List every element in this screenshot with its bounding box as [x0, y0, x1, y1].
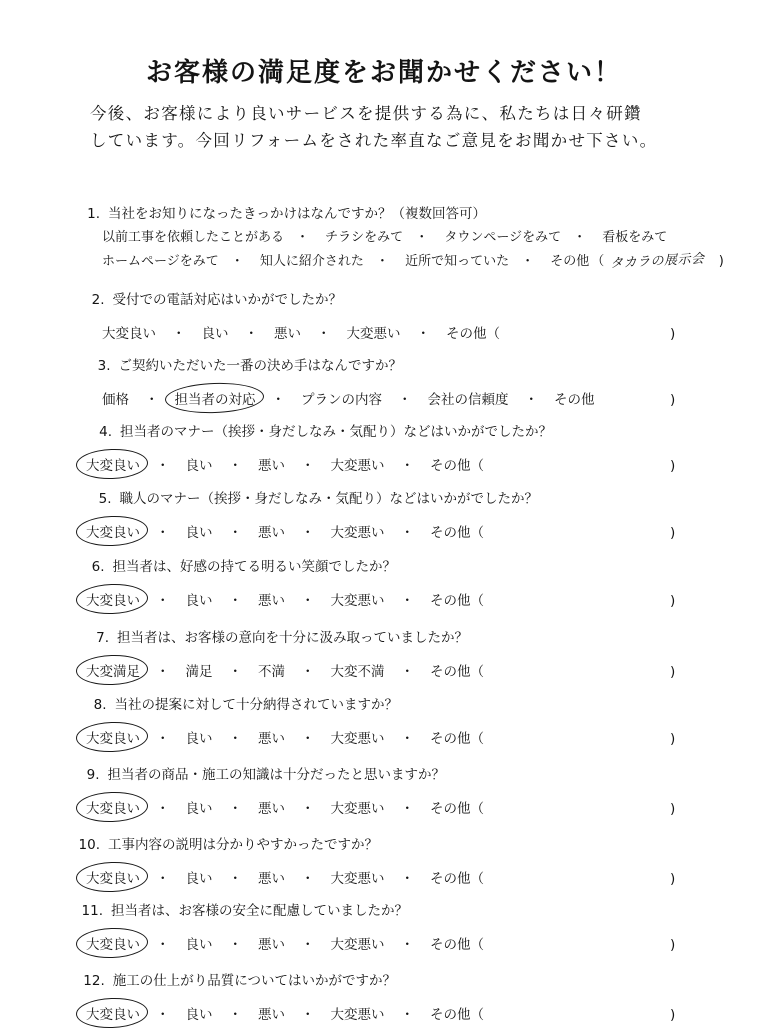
- options-row: 大変良い ・ 良い ・ 悪い ・ 大変悪い ・ その他（: [84, 454, 486, 474]
- option[interactable]: 悪い: [258, 871, 285, 887]
- option[interactable]: 大変悪い: [330, 458, 385, 474]
- option[interactable]: 以前工事を依頼したことがある: [102, 230, 285, 245]
- option[interactable]: 大変悪い: [330, 871, 385, 887]
- option[interactable]: 会社の信頼度: [427, 392, 509, 408]
- option[interactable]: その他（: [430, 664, 484, 680]
- option[interactable]: 大変悪い: [330, 731, 385, 747]
- option[interactable]: 価格: [102, 392, 129, 408]
- option[interactable]: 良い: [185, 871, 213, 887]
- option[interactable]: その他（: [430, 937, 484, 953]
- option-selected[interactable]: 大変良い: [84, 727, 142, 747]
- option[interactable]: その他（: [430, 801, 484, 817]
- options-row: 大変良い ・ 良い ・ 悪い ・ 大変悪い ・ その他（: [84, 727, 486, 747]
- option-selected[interactable]: 大変良い: [84, 521, 142, 541]
- option-selected[interactable]: 担当者の対応: [173, 388, 258, 408]
- option[interactable]: 看板をみて: [602, 230, 668, 245]
- option[interactable]: 悪い: [274, 326, 301, 342]
- question-number: 12.: [83, 973, 105, 989]
- close-paren: ): [670, 937, 676, 953]
- question-text: [0, 354, 402, 374]
- option[interactable]: 悪い: [258, 593, 285, 609]
- question-label: ご契約いただいた一番の決め手はなんですか？: [118, 358, 402, 374]
- option[interactable]: その他（: [430, 458, 484, 474]
- handwritten-answer: タカラの展示会: [610, 251, 706, 272]
- option[interactable]: 良い: [185, 1007, 213, 1023]
- page-title: お客様の満足度をお聞かせください！: [145, 58, 622, 88]
- options-row: 大変良い ・ 良い ・ 悪い ・ 大変悪い ・ その他（: [84, 797, 486, 817]
- question-number: 6.: [91, 559, 105, 575]
- question-label: 担当者は、お客様の安全に配慮していましたか？: [111, 903, 408, 919]
- options-row: 価格 ・ 担当者の対応 ・ プランの内容 ・ 会社の信頼度 ・ その他: [100, 388, 597, 408]
- question-text: [0, 420, 552, 440]
- option[interactable]: その他（: [430, 1007, 484, 1023]
- question-number: 5.: [98, 491, 112, 507]
- question-number: 2.: [91, 292, 105, 308]
- option[interactable]: 悪い: [258, 458, 285, 474]
- option[interactable]: 満足: [185, 664, 213, 680]
- question-text: [0, 693, 398, 713]
- option[interactable]: タウンページをみて: [444, 230, 562, 245]
- option-selected[interactable]: 大変良い: [84, 867, 142, 887]
- question-label: 施工の仕上がり品質についてはいかがですか？: [112, 973, 396, 989]
- question-number: 1.: [87, 206, 100, 222]
- option[interactable]: 良い: [185, 593, 213, 609]
- options-row: 大変良い ・ 良い ・ 悪い ・ 大変悪い ・ その他（: [84, 589, 486, 609]
- close-paren: ): [670, 664, 676, 680]
- option[interactable]: その他（: [430, 525, 484, 541]
- option[interactable]: 悪い: [258, 937, 285, 953]
- close-paren: ): [670, 392, 676, 408]
- intro-line-1: 今後、お客様により良いサービスを提供する為に、私たちは日々研鑽: [90, 104, 642, 123]
- options-row-2: ホームページをみて ・ 知人に紹介された ・ 近所で知っていた ・ その他 （ タカラの展示会 ): [100, 250, 724, 269]
- option[interactable]: 大変悪い: [330, 801, 385, 817]
- question-text: [0, 763, 445, 783]
- question-label: 担当者の商品・施工の知識は十分だったと思いますか？: [107, 767, 445, 783]
- option[interactable]: その他（: [430, 593, 484, 609]
- option[interactable]: 大変悪い: [346, 326, 401, 342]
- option-selected[interactable]: 大変良い: [84, 933, 142, 953]
- options-row: 大変満足 ・ 満足 ・ 不満 ・ 大変不満 ・ その他（: [84, 660, 486, 680]
- close-paren: ): [670, 871, 676, 887]
- option[interactable]: チラシをみて: [325, 230, 404, 245]
- options-row: 大変良い ・ 良い ・ 悪い ・ 大変悪い ・ その他（: [100, 322, 502, 342]
- option[interactable]: 良い: [185, 525, 213, 541]
- option[interactable]: その他（: [430, 731, 484, 747]
- options-row: 大変良い ・ 良い ・ 悪い ・ 大変悪い ・ その他（: [84, 1003, 486, 1023]
- close-paren: ): [670, 593, 676, 609]
- option-selected[interactable]: 大変良い: [84, 1003, 142, 1023]
- option[interactable]: 良い: [185, 458, 213, 474]
- close-paren: ): [670, 731, 676, 747]
- option[interactable]: その他（: [430, 871, 484, 887]
- question-text: [0, 899, 408, 919]
- question-label: 職人のマナー（挨拶・身だしなみ・気配り）などはいかがでしたか？: [119, 491, 538, 507]
- option-selected[interactable]: 大変良い: [84, 589, 142, 609]
- question-text: [0, 969, 396, 989]
- question-label: 担当者は、好感の持てる明るい笑顔でしたか？: [112, 559, 396, 575]
- option[interactable]: 悪い: [258, 1007, 285, 1023]
- option[interactable]: ホームページをみて: [102, 254, 219, 269]
- close-paren: ): [670, 801, 676, 817]
- options-row-1: 以前工事を依頼したことがある ・ チラシをみて ・ タウンページをみて ・ 看板をみて: [100, 226, 669, 245]
- option[interactable]: 良い: [185, 801, 213, 817]
- question-label: 当社の提案に対して十分納得されていますか？: [114, 697, 398, 713]
- options-row: 大変良い ・ 良い ・ 悪い ・ 大変悪い ・ その他（: [84, 521, 486, 541]
- question-text: [0, 555, 396, 575]
- option[interactable]: その他（: [446, 326, 500, 342]
- question-text: [0, 626, 468, 646]
- options-row: 大変良い ・ 良い ・ 悪い ・ 大変悪い ・ その他（: [84, 933, 486, 953]
- question-number: 4.: [99, 424, 112, 440]
- intro-text: [90, 100, 730, 154]
- option[interactable]: 良い: [185, 731, 213, 747]
- question-label: 当社をお知りになったきっかけはなんですか？（複数回答可）: [108, 206, 486, 222]
- close-paren: ): [670, 326, 676, 342]
- option[interactable]: 悪い: [258, 801, 285, 817]
- close-paren: ): [670, 1007, 676, 1023]
- option[interactable]: 良い: [185, 937, 213, 953]
- option[interactable]: 良い: [201, 326, 229, 342]
- question-number: 3.: [97, 358, 111, 374]
- option[interactable]: その他: [554, 392, 595, 408]
- question-number: 7.: [96, 630, 109, 646]
- question-number: 8.: [93, 697, 107, 713]
- question-number: 9.: [86, 767, 100, 783]
- option[interactable]: 大変悪い: [330, 1007, 385, 1023]
- options-row: 大変良い ・ 良い ・ 悪い ・ 大変悪い ・ その他（: [84, 867, 486, 887]
- option[interactable]: 近所で知っていた: [405, 254, 510, 269]
- question-label: 受付での電話対応はいかがでしたか？: [112, 292, 342, 308]
- option[interactable]: 大変悪い: [330, 525, 385, 541]
- close-paren: ): [670, 525, 676, 541]
- option[interactable]: その他: [550, 254, 590, 269]
- question-number: 11.: [81, 903, 103, 919]
- option[interactable]: 悪い: [258, 525, 285, 541]
- intro-line-2: しています。今回リフォームをされた率直なご意見をお聞かせ下さい。: [90, 131, 658, 150]
- question-label: 担当者は、お客様の意向を十分に汲み取っていましたか？: [117, 630, 468, 646]
- question-label: 工事内容の説明は分かりやすかったですか？: [108, 837, 378, 853]
- option-selected[interactable]: 大変良い: [84, 797, 142, 817]
- option-selected[interactable]: 大変良い: [84, 454, 142, 474]
- option[interactable]: プランの内容: [301, 392, 382, 408]
- question-text: [0, 202, 486, 222]
- option[interactable]: 大変良い: [102, 326, 156, 342]
- question-text: [0, 833, 378, 853]
- question-number: 10.: [78, 837, 100, 853]
- option[interactable]: 大変悪い: [330, 593, 385, 609]
- option-selected[interactable]: 大変満足: [84, 660, 142, 680]
- question-text: [0, 487, 538, 507]
- option[interactable]: 大変不満: [330, 664, 385, 680]
- close-paren: ): [670, 458, 676, 474]
- option[interactable]: 大変悪い: [330, 937, 385, 953]
- option[interactable]: 不満: [258, 664, 285, 680]
- question-text: [0, 288, 342, 308]
- option[interactable]: 悪い: [258, 731, 285, 747]
- option[interactable]: 知人に紹介された: [259, 254, 364, 269]
- question-label: 担当者のマナー（挨拶・身だしなみ・気配り）などはいかがでしたか？: [120, 424, 552, 440]
- close-paren: ): [718, 254, 724, 269]
